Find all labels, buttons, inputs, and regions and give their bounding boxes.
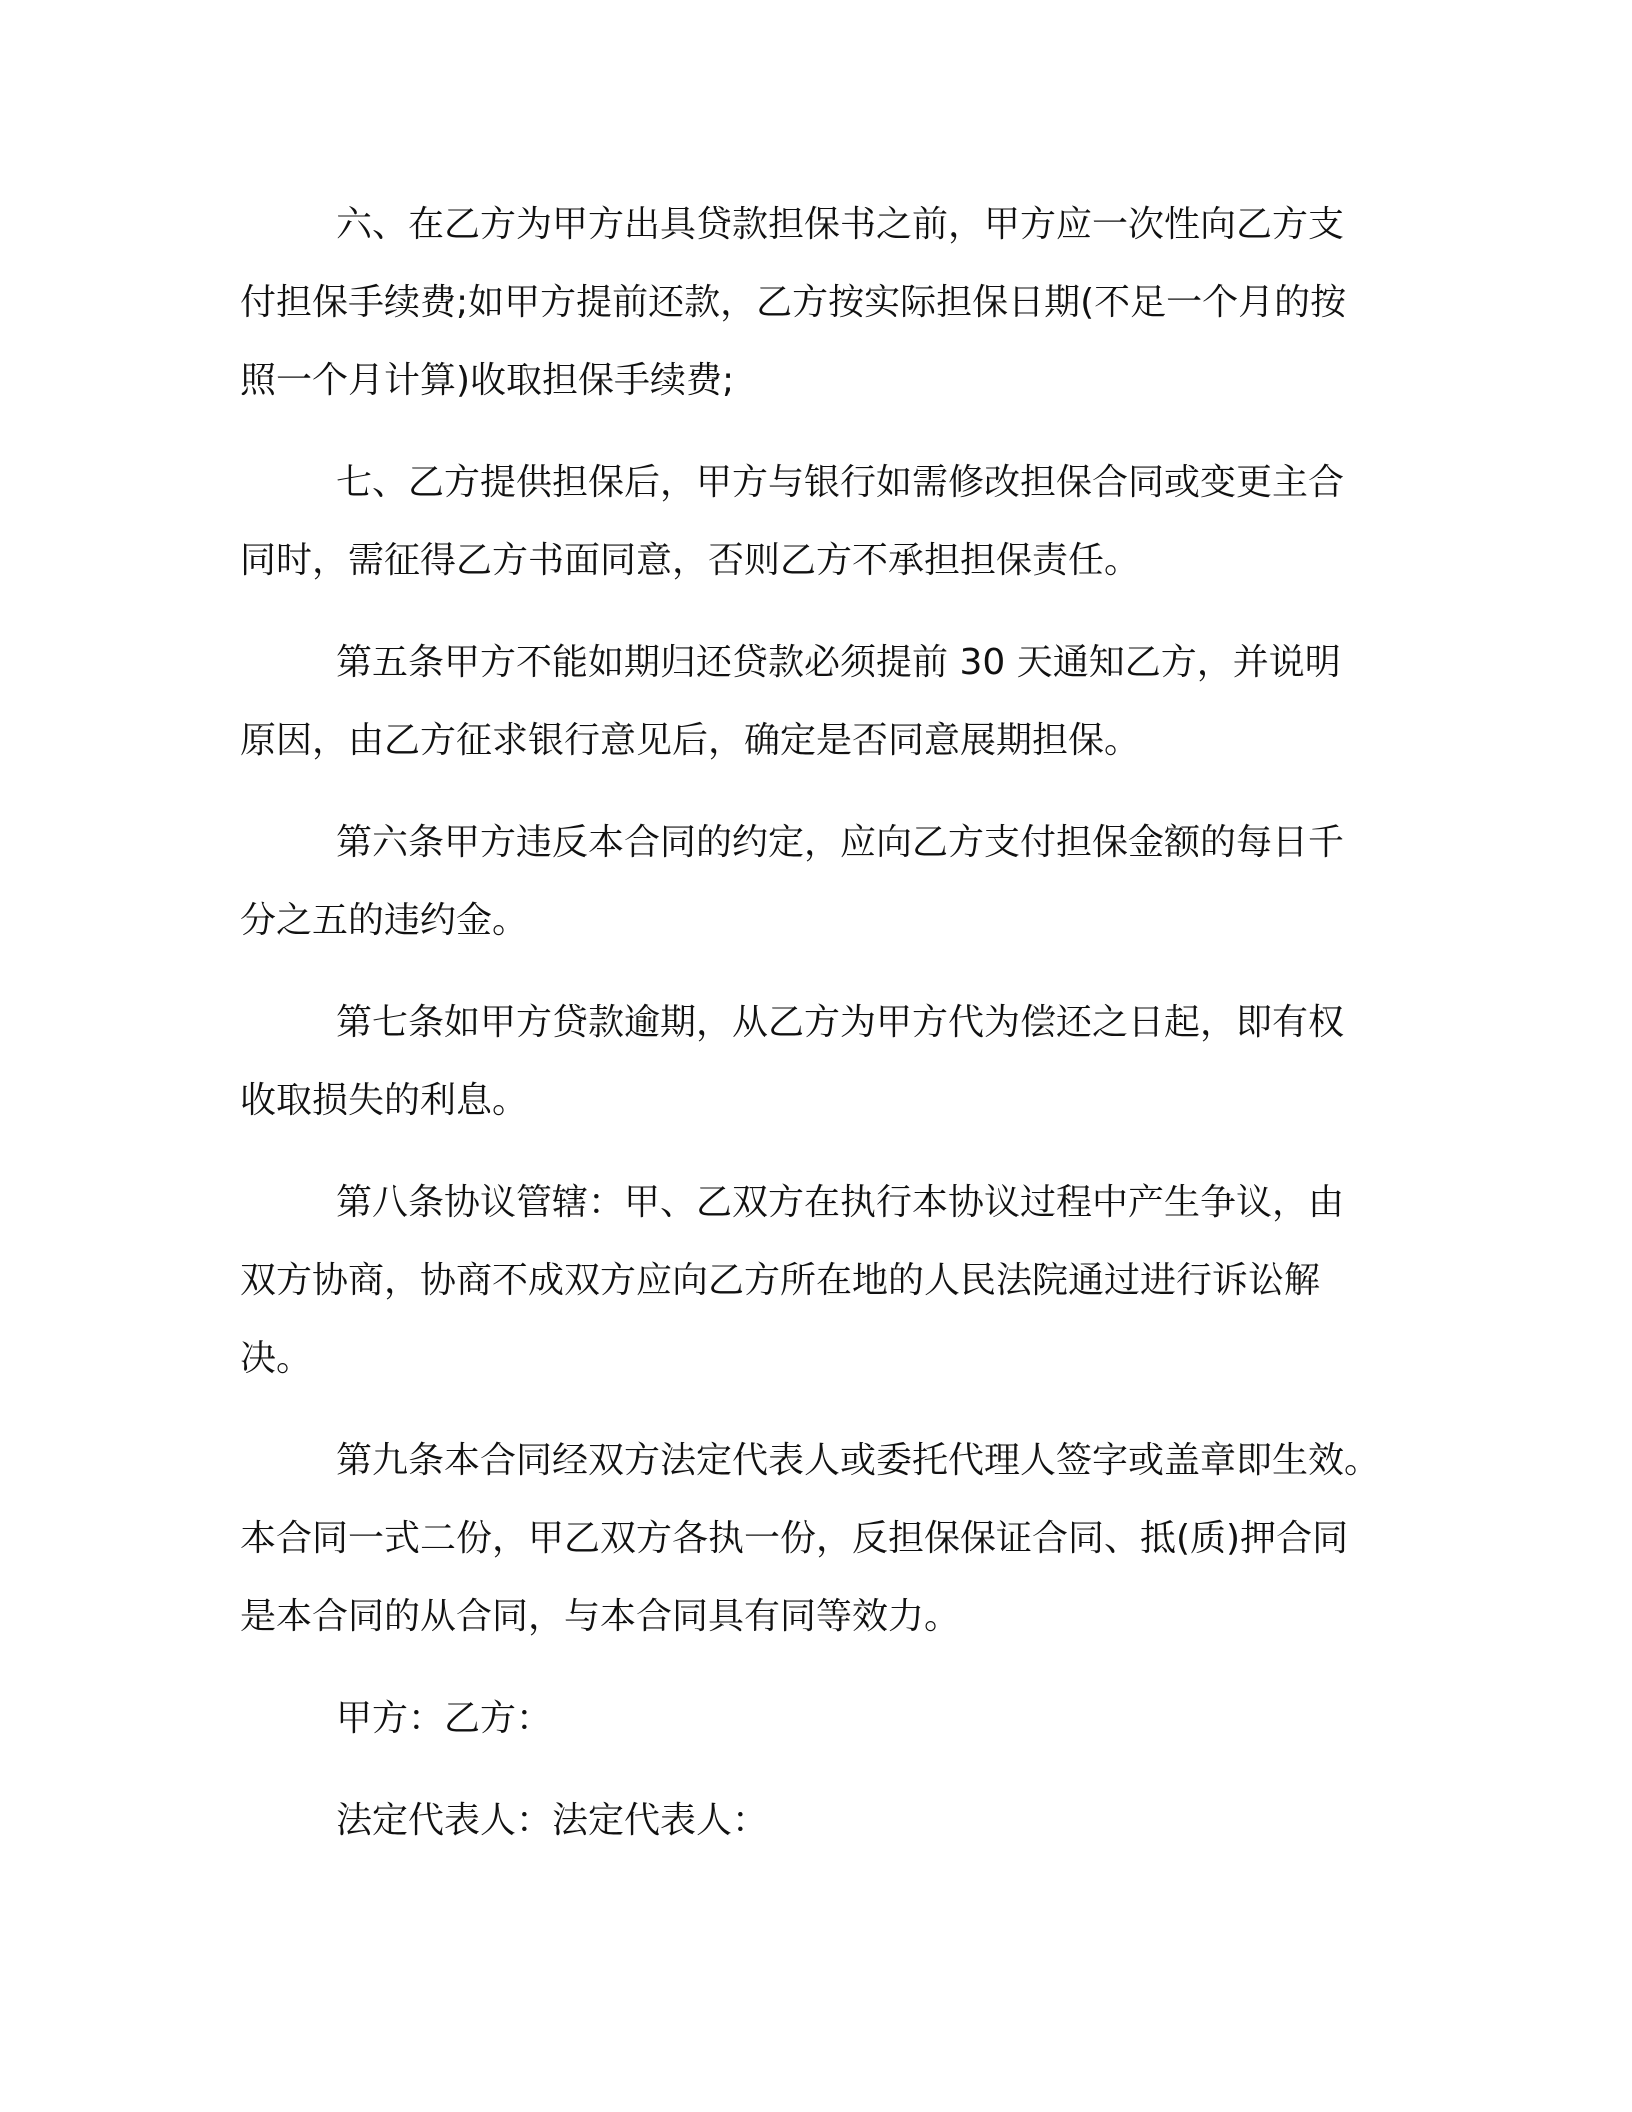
article-nine-paragraph — [240, 1422, 1392, 1656]
text-line: 第五条甲方不能如期归还贷款必须提前 30 天通知乙方，并说明 — [336, 642, 1341, 683]
party-signature-line — [240, 1680, 1392, 1758]
text-line: 本合同一式二份，甲乙双方各执一份，反担保保证合同、抵(质)押合同 — [240, 1518, 1349, 1559]
text-line: 收取损失的利息。 — [240, 1080, 529, 1121]
text-line: 第八条协议管辖：甲、乙双方在执行本协议过程中产生争议，由 — [336, 1182, 1345, 1223]
legal-representative-line — [240, 1782, 1392, 1860]
text-line: 原因，由乙方征求银行意见后，确定是否同意展期担保。 — [240, 720, 1141, 761]
text-line: 同时，需征得乙方书面同意，否则乙方不承担担保责任。 — [240, 540, 1141, 581]
text-line: 照一个月计算)收取担保手续费; — [240, 360, 735, 401]
text-line: 双方协商，协商不成双方应向乙方所在地的人民法院通过进行诉讼解 — [240, 1260, 1321, 1301]
article-five-paragraph — [240, 624, 1392, 780]
text-line: 决。 — [240, 1338, 313, 1379]
article-seven-paragraph — [240, 984, 1392, 1140]
text-line: 付担保手续费;如甲方提前还款，乙方按实际担保日期(不足一个月的按 — [240, 282, 1347, 323]
text-line: 法定代表人：法定代表人： — [336, 1800, 769, 1841]
text-line: 甲方：乙方： — [336, 1698, 553, 1739]
text-line: 七、乙方提供担保后，甲方与银行如需修改担保合同或变更主合 — [336, 462, 1345, 503]
article-six-paragraph — [240, 804, 1392, 960]
document-body — [240, 186, 1392, 1884]
text-line: 是本合同的从合同，与本合同具有同等效力。 — [240, 1596, 961, 1637]
clause-six-paragraph — [240, 186, 1392, 420]
text-line: 六、在乙方为甲方出具贷款担保书之前，甲方应一次性向乙方支 — [336, 204, 1345, 245]
text-line: 第六条甲方违反本合同的约定，应向乙方支付担保金额的每日千 — [336, 822, 1345, 863]
article-eight-paragraph — [240, 1164, 1392, 1398]
text-line: 第七条如甲方贷款逾期，从乙方为甲方代为偿还之日起，即有权 — [336, 1002, 1345, 1043]
text-line: 分之五的违约金。 — [240, 900, 529, 941]
clause-seven-paragraph — [240, 444, 1392, 600]
text-line: 第九条本合同经双方法定代表人或委托代理人签字或盖章即生效。 — [336, 1440, 1381, 1481]
